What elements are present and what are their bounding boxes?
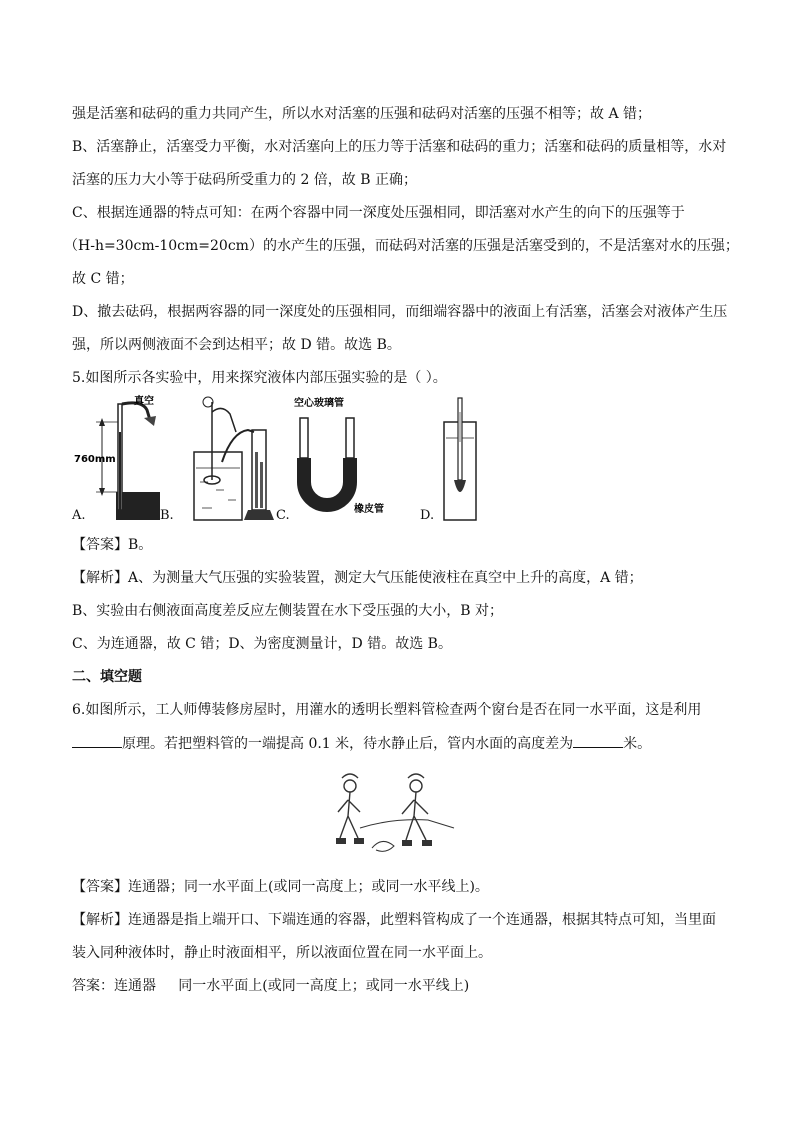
figure-c-connected-vessel (294, 396, 384, 515)
figure-b-pressure-gauge (194, 397, 274, 520)
text-line: C、根据连通器的特点可知：在两个容器中同一深度处压强相同，即活塞对水产生的向下的压强等于 (72, 205, 685, 221)
text-line: 强，所以两侧液面不会到达相平；故 D 错。故选 B。 (72, 337, 401, 353)
question-6: 6.如图所示，工人师傅装修房屋时，用灌水的透明长塑料管检查两个窗台是否在同一水平面，这是利用 (72, 702, 702, 718)
text-line: （H-h=30cm-10cm=20cm）的水产生的压强，而砝码对活塞的压强是活塞受到的，不是活塞对水的压强； (64, 238, 739, 254)
text-line: B、活塞静止，活塞受力平衡，水对活塞向上的压力等于活塞和砝码的重力；活塞和砝码的质量相等，水对 (72, 139, 727, 155)
answer-5: 【答案】B。 (72, 537, 153, 553)
text-line: 强是活塞和砝码的重力共同产生，所以水对活塞的压强和砝码对活塞的压强不相等；故 A 错； (72, 106, 652, 122)
analysis-6: 装入同种液体时，静止时液面相平，所以液面位置在同一水平面上。 (72, 945, 492, 961)
text-line: 故 C 错； (72, 271, 134, 287)
analysis-5: 【解析】A、为测量大气压强的实验装置，测定大气压能使液柱在真空中上升的高度，A 错； (72, 570, 643, 586)
experiment-figures (72, 392, 512, 528)
answer-6: 【答案】连通器；同一水平面上(或同一高度上；或同一水平线上)。 (72, 879, 489, 895)
answer-blank[interactable] (72, 733, 122, 748)
analysis-6: 【解析】连通器是指上端开口、下端连通的容器，此塑料管构成了一个连通器，根据其特点可知，当里面 (72, 912, 716, 928)
question-6-text: 原理。若把塑料管的一端提高 0.1 米，待水静止后，管内水面的高度差为 (122, 736, 574, 752)
hollow-tube-label: 空心玻璃管 (294, 398, 344, 409)
answer-blank[interactable] (573, 733, 623, 748)
question-6-blanks (72, 733, 724, 754)
analysis-5: C、为连通器，故 C 错；D、为密度测量计，D 错。故选 B。 (72, 636, 452, 652)
text-line: D、撤去砝码，根据两容器的同一深度处的压强相同，而细端容器中的液面上有活塞，活塞会对液体产生压 (72, 304, 728, 320)
option-c-label: C. (276, 508, 290, 523)
final-answer-6: 答案：连通器 同一水平面上(或同一高度上；或同一水平线上) (72, 978, 470, 994)
figure-d-hydrometer (444, 398, 476, 520)
option-b-label: B. (160, 508, 174, 523)
rubber-tube-label: 橡皮管 (354, 504, 384, 515)
figure-6-workers (332, 768, 462, 862)
height-label: 760mm (74, 454, 116, 465)
text-line: 活塞的压力大小等于砝码所受重力的 2 倍，故 B 正确； (72, 172, 417, 188)
section-heading: 二、填空题 (72, 669, 142, 685)
option-a-label: A. (72, 508, 86, 523)
question-5: 5.如图所示各实验中，用来探究液体内部压强实验的是（ ）。 (72, 370, 447, 386)
analysis-5: B、实验由右侧液面高度差反应左侧装置在水下受压强的大小，B 对； (72, 603, 504, 619)
workers-illustration (332, 768, 462, 862)
figure-a-barometer (74, 394, 160, 520)
option-d-label: D. (420, 508, 435, 523)
figure-5 (72, 392, 512, 528)
vacuum-label: 真空 (134, 396, 154, 407)
question-6-text: 米。 (623, 736, 652, 752)
